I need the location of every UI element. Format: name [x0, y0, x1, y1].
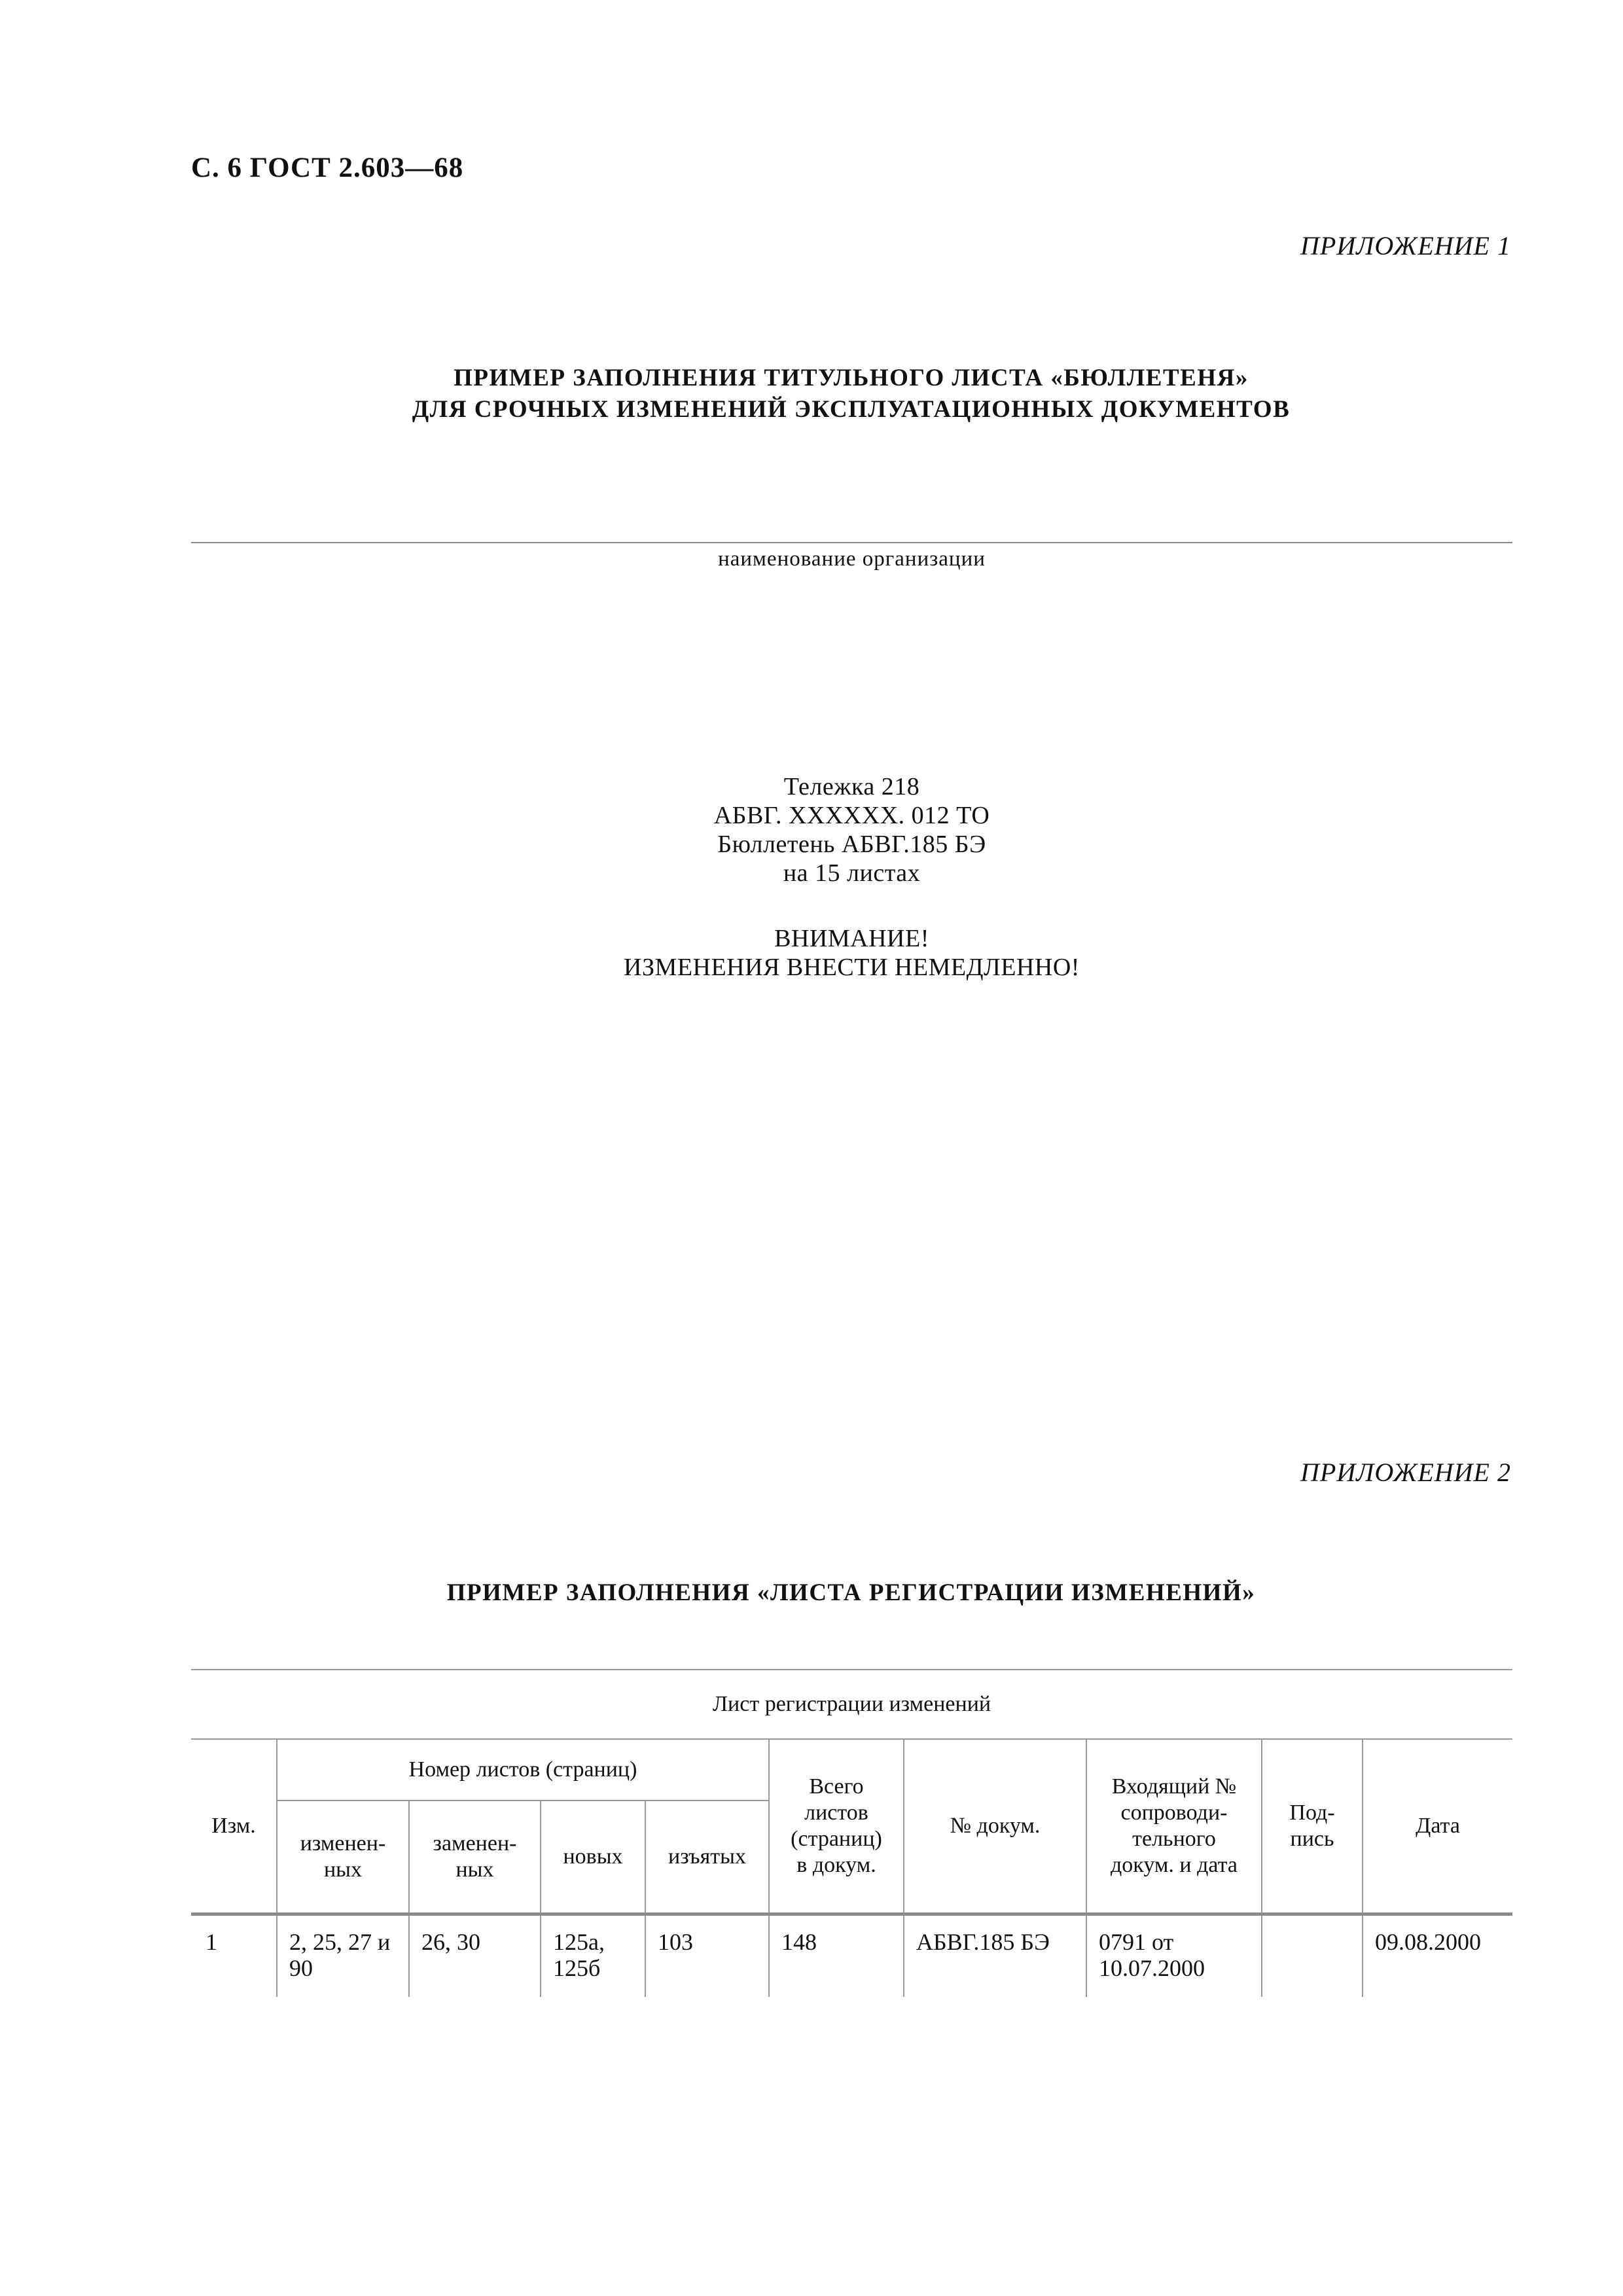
header-incoming: Входящий № сопроводи-тельного докум. и дата	[1086, 1739, 1262, 1914]
registration-table	[191, 1669, 1512, 1997]
cell-changed: 2, 25, 27 и 90	[277, 1914, 409, 1998]
warning-line: ВНИМАНИЕ!	[774, 925, 929, 952]
appendix-2-title: ПРИМЕР ЗАПОЛНЕНИЯ «ЛИСТА РЕГИСТРАЦИИ ИЗМЕНЕНИЙ»	[446, 1579, 1256, 1606]
table-caption-row	[191, 1670, 1512, 1739]
header-changed: изменен-ных	[277, 1801, 409, 1914]
bulletin-info	[191, 772, 1512, 888]
appendix-2-label: ПРИЛОЖЕНИЕ 2	[1300, 1458, 1511, 1487]
cell-izm: 1	[191, 1914, 277, 1998]
header-sheet-numbers: Номер листов (страниц)	[277, 1739, 769, 1801]
appendix-1-title-line-1: ПРИМЕР ЗАПОЛНЕНИЯ ТИТУЛЬНОГО ЛИСТА «БЮЛЛЕТЕНЯ»	[454, 365, 1249, 391]
organization-name-caption: наименование организации	[718, 547, 986, 571]
organization-name-line	[191, 542, 1512, 543]
table-row	[191, 1914, 1512, 1998]
bulletin-line: АБВГ. XXXXXX. 012 ТО	[713, 802, 990, 829]
table-caption: Лист регистрации изменений	[191, 1670, 1512, 1739]
cell-signature	[1262, 1914, 1363, 1998]
bulletin-line: Тележка 218	[783, 773, 920, 800]
header-izm: Изм.	[191, 1739, 277, 1914]
warning-block	[191, 924, 1512, 982]
header-row-1	[191, 1739, 1512, 1801]
header-new: новых	[541, 1801, 645, 1914]
cell-date: 09.08.2000	[1363, 1914, 1512, 1998]
header-removed: изъятых	[645, 1801, 769, 1914]
warning-line: ИЗМЕНЕНИЯ ВНЕСТИ НЕМЕДЛЕННО!	[624, 954, 1080, 981]
bulletin-line: на 15 листах	[783, 859, 921, 887]
cell-doc-no: АБВГ.185 БЭ	[904, 1914, 1086, 1998]
appendix-1-label: ПРИЛОЖЕНИЕ 1	[1300, 231, 1511, 260]
cell-total: 148	[769, 1914, 904, 1998]
appendix-1-title-line-2: ДЛЯ СРОЧНЫХ ИЗМЕНЕНИЙ ЭКСПЛУАТАЦИОННЫХ ДОКУМЕНТОВ	[412, 396, 1291, 423]
cell-incoming: 0791 от 10.07.2000	[1086, 1914, 1262, 1998]
appendix-1-title	[191, 363, 1511, 425]
page-header: С. 6 ГОСТ 2.603—68	[191, 152, 464, 183]
cell-new: 125а, 125б	[541, 1914, 645, 1998]
header-signature: Под-пись	[1262, 1739, 1363, 1914]
header-doc-no: № докум.	[904, 1739, 1086, 1914]
cell-replaced: 26, 30	[409, 1914, 541, 1998]
cell-removed: 103	[645, 1914, 769, 1998]
bulletin-line: Бюллетень АБВГ.185 БЭ	[717, 831, 986, 858]
header-total: Всего листов (страниц) в докум.	[769, 1739, 904, 1914]
header-replaced: заменен-ных	[409, 1801, 541, 1914]
header-date: Дата	[1363, 1739, 1512, 1914]
